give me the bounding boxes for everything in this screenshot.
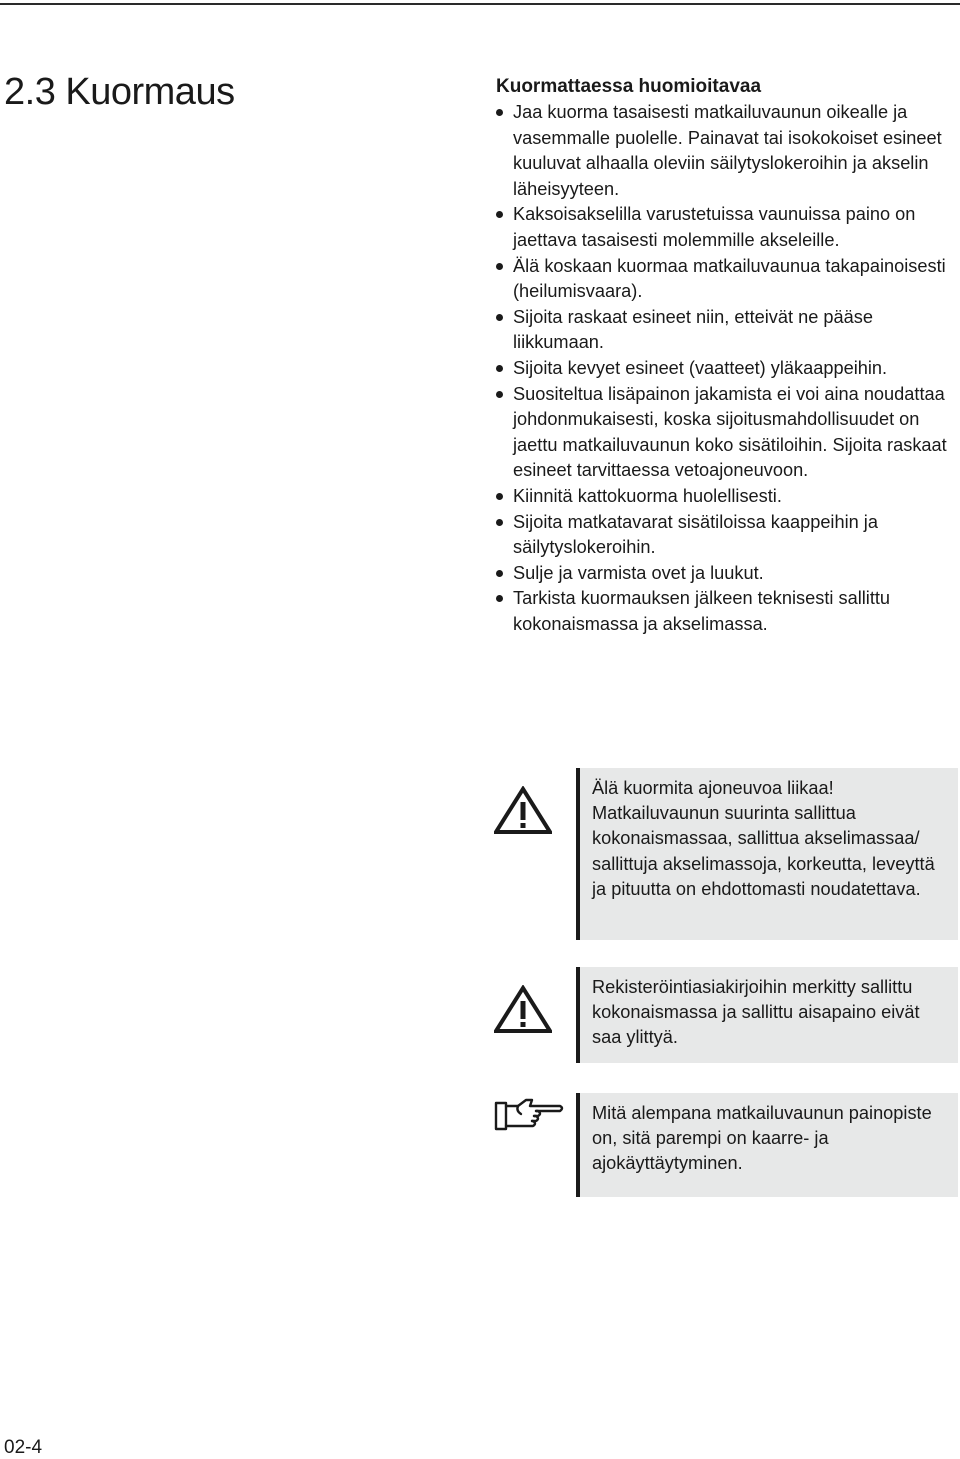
bullet-icon [496, 493, 503, 500]
bullet-icon [496, 109, 503, 116]
bullet-icon [496, 391, 503, 398]
bullet-icon [496, 365, 503, 372]
bullet-icon [496, 314, 503, 321]
bullet-list [496, 100, 960, 637]
page-number: 02-4 [4, 1437, 43, 1458]
warning-triangle-icon [494, 786, 552, 834]
top-rule [0, 3, 960, 5]
warning-note-overload [494, 768, 958, 940]
note-text: Rekisteröintiasiakirjoihin merkitty sallittu kokonaismassa ja sallittu aisapaino eivät saa ylittyä. [580, 967, 958, 1063]
bullet-item: Älä koskaan kuormaa matkailuvaunua takapainoisesti (heilumisvaara). [496, 254, 960, 305]
section-title: 2.3 Kuormaus [4, 71, 235, 113]
note-text: Mitä alempana matkailuvaunun painopiste on, sitä parempi on kaarre- ja ajokäyttäytyminen. [580, 1093, 958, 1197]
bullet-item: Kaksoisakselilla varustetuissa vaunuissa paino on jaettava tasaisesti molemmille akseleille. [496, 202, 960, 253]
bullet-item: Sijoita raskaat esineet niin, etteivät ne pääse liikkumaan. [496, 305, 960, 356]
bullet-item: Sulje ja varmista ovet ja luukut. [496, 561, 960, 587]
warning-note-registration [494, 967, 958, 1063]
loading-instructions [496, 74, 960, 637]
bullet-icon [496, 519, 503, 526]
bullet-icon [496, 595, 503, 602]
note-text: Älä kuormita ajoneuvoa liikaa! Matkailuvaunun suurinta sallittua kokonaismassaa, sallittua akselimassaa/ sallittuja akselimassoja, korkeutta, leveyttä ja pituutta on ehdottomasti noudatettava. [580, 768, 958, 940]
bullet-icon [496, 263, 503, 270]
bullet-icon [496, 211, 503, 218]
bullet-item: Sijoita kevyet esineet (vaatteet) yläkaappeihin. [496, 356, 960, 382]
tip-note-center-of-gravity [494, 1093, 958, 1197]
bullet-icon [496, 570, 503, 577]
bullet-item: Jaa kuorma tasaisesti matkailuvaunun oikealle ja vasemmalle puolelle. Painavat tai isokokoiset esineet kuuluvat alhaalla oleviin säilytyslokeroihin ja akselin läheisyyteen. [496, 100, 960, 202]
bullet-item: Suositeltua lisäpainon jakamista ei voi aina noudattaa johdonmukaisesti, koska sijoitusmahdollisuudet on jaettu matkailuvaunun koko sisätiloihin. Sijoita raskaat esineet tarvittaessa vetoajoneuvoon. [496, 382, 960, 484]
warning-triangle-icon [494, 985, 552, 1033]
bullet-item: Tarkista kuormauksen jälkeen teknisesti sallittu kokonaismassa ja akselimassa. [496, 586, 960, 637]
pointing-hand-icon [494, 1095, 566, 1135]
bullet-item: Kiinnitä kattokuorma huolellisesti. [496, 484, 960, 510]
subheading: Kuormattaessa huomioitavaa [496, 76, 762, 97]
bullet-item: Sijoita matkatavarat sisätiloissa kaappeihin ja säilytyslokeroihin. [496, 510, 960, 561]
